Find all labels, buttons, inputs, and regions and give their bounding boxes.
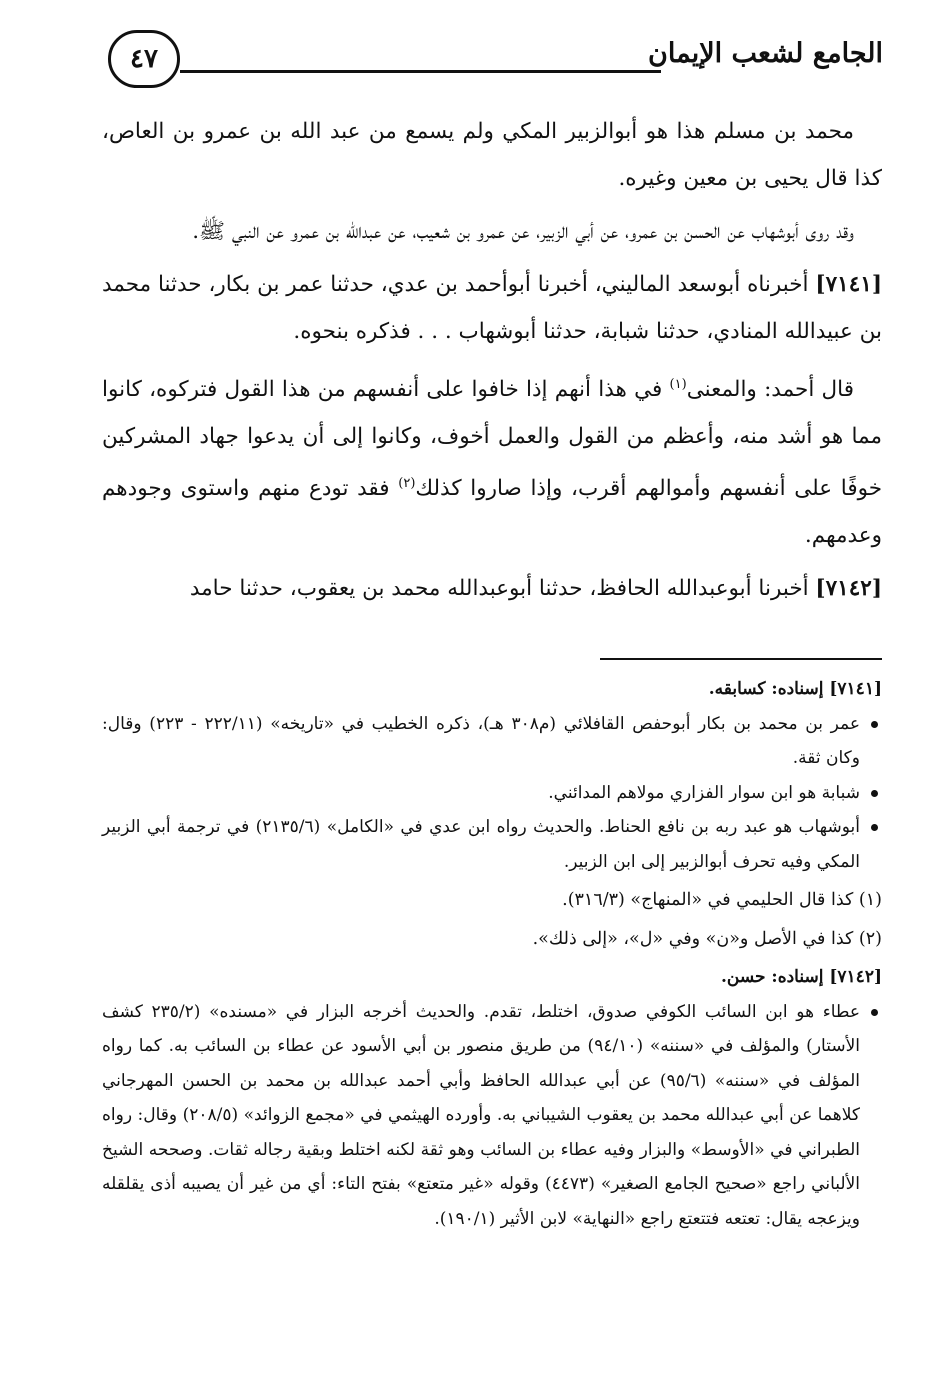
header-rule <box>180 70 661 73</box>
hadith-number: [٧١٤١] <box>815 272 882 297</box>
note-bullet: عطاء هو ابن السائب الكوفي صدوق، اختلط، تقدم. والحديث أخرجه البزار في «مسنده» (٢٣٥/٢ كشف الأستار) والمؤلف في «سننه» (٩٤/١٠) من طريق منصور بن أبي الأسود عن عطاء بن السائب به. كما رواه المؤلف في «سننه» (٩٥/٦) عن أبي عبدالله الحافظ وأبي أحمد عبدالله بن محمد بن الحسن المهرجاني كلاهما عن أبي عبدالله محمد بن يعقوب الشيباني به. وأورده الهيثمي في «مجمع الزوائد» (٢٠٨/٥) وقال: رواه الطبراني في «الأوسط» والبزار وفيه عطاء بن السائب وهو ثقة لكنه اختلط وبقية رجاله ثقات. وصححه الشيخ الألباني راجع «صحيح الجامع الصغير» (٤٤٧٣) وقوله «غير متعتع» بفتح التاء: أي من غير أن يصيبه أذى يقلقله ويزعجه يقال: تعتعه فتتعتع راجع «النهاية» لابن الأثير (١٩٠/١). <box>102 995 882 1237</box>
paragraph-1: محمد بن مسلم هذا هو أبوالزبير المكي ولم يسمع من عبد الله بن عمرو بن العاص، كذا قال يحيى بن معين وغيره. <box>102 119 882 191</box>
footnote-marker-1: (١) <box>669 377 687 392</box>
paragraph-hadith-7142 <box>102 565 882 612</box>
paragraph-hadith-7141 <box>102 261 882 355</box>
note-head-7141: [٧١٤١] إسناده: كسابقه. <box>708 679 882 699</box>
main-text <box>102 108 882 618</box>
footnote-marker-2: (٢) <box>398 476 416 492</box>
note-head-7142: [٧١٤٢] إسناده: حسن. <box>720 967 882 987</box>
page-number: ٤٧ <box>108 30 180 88</box>
note-bullet: أبوشهاب هو عبد ربه بن نافع الحناط. والحديث رواه ابن عدي في «الكامل» (٢١٣٥/٦) في ترجمة أبي الزبير المكي وفيه تحرف أبوالزبير إلى ابن الزبير. <box>102 810 882 879</box>
note-bullet: عمر بن محمد بن بكار أبوحفص القافلائي (م٣٠٨ هـ)، ذكره الخطيب في «تاريخه» (٢٢٢/١١ - ٢٢٣) وقال: وكان ثقة. <box>102 707 882 776</box>
commentary-text-b: في هذا أنهم إذا خافوا على أنفسهم من هذا القول فتركوه، كانوا مما هو أشد منه، وأعظم من القول والعمل أخوف، وكانوا إلى أن يدعوا جهاد المشركين خوفًا على أنفسهم وأموالهم أقرب، وإذا صاروا كذلك <box>102 377 882 502</box>
hadith-text: أخبرنا أبوعبدالله الحافظ، حدثنا أبوعبدالله محمد بن يعقوب، حدثنا حامد <box>189 576 816 602</box>
note-bullet: شبابة هو ابن سوار الفزاري مولاهم المدائني. <box>102 776 882 811</box>
footnote-1: (١) كذا قال الحليمي في «المنهاج» (٣١٦/٣). <box>562 890 882 910</box>
footnotes <box>102 672 882 1236</box>
paragraph-2: وقد روى أبوشهاب عن الحسن بن عمرو، عن أبي الزبير، عن عمرو بن شعيب، عن عبدالله بن عمرو عن النبي ﷺ. <box>192 219 854 244</box>
commentary-text-c: فقد تودع منهم واستوى وجودهم وعدمهم. <box>102 476 882 549</box>
paragraph-commentary <box>102 361 882 559</box>
commentary-text-a: قال أحمد: والمعنى <box>686 377 854 403</box>
running-title: الجامع لشعب الإيمان <box>648 38 883 69</box>
footnote-2: (٢) كذا في الأصل و«ن» وفي «ل»، «إلى ذلك». <box>532 928 882 949</box>
page-header <box>108 30 883 100</box>
hadith-text: أخبرناه أبوسعد الماليني، أخبرنا أبوأحمد بن عدي، حدثنا عمر بن بكار، حدثنا محمد بن عبيدالله المنادي، حدثنا شبابة، حدثنا أبوشهاب . . . فذكره بنحوه. <box>102 272 882 344</box>
footnote-separator <box>600 658 882 660</box>
hadith-number: [٧١٤٢] <box>815 576 882 602</box>
